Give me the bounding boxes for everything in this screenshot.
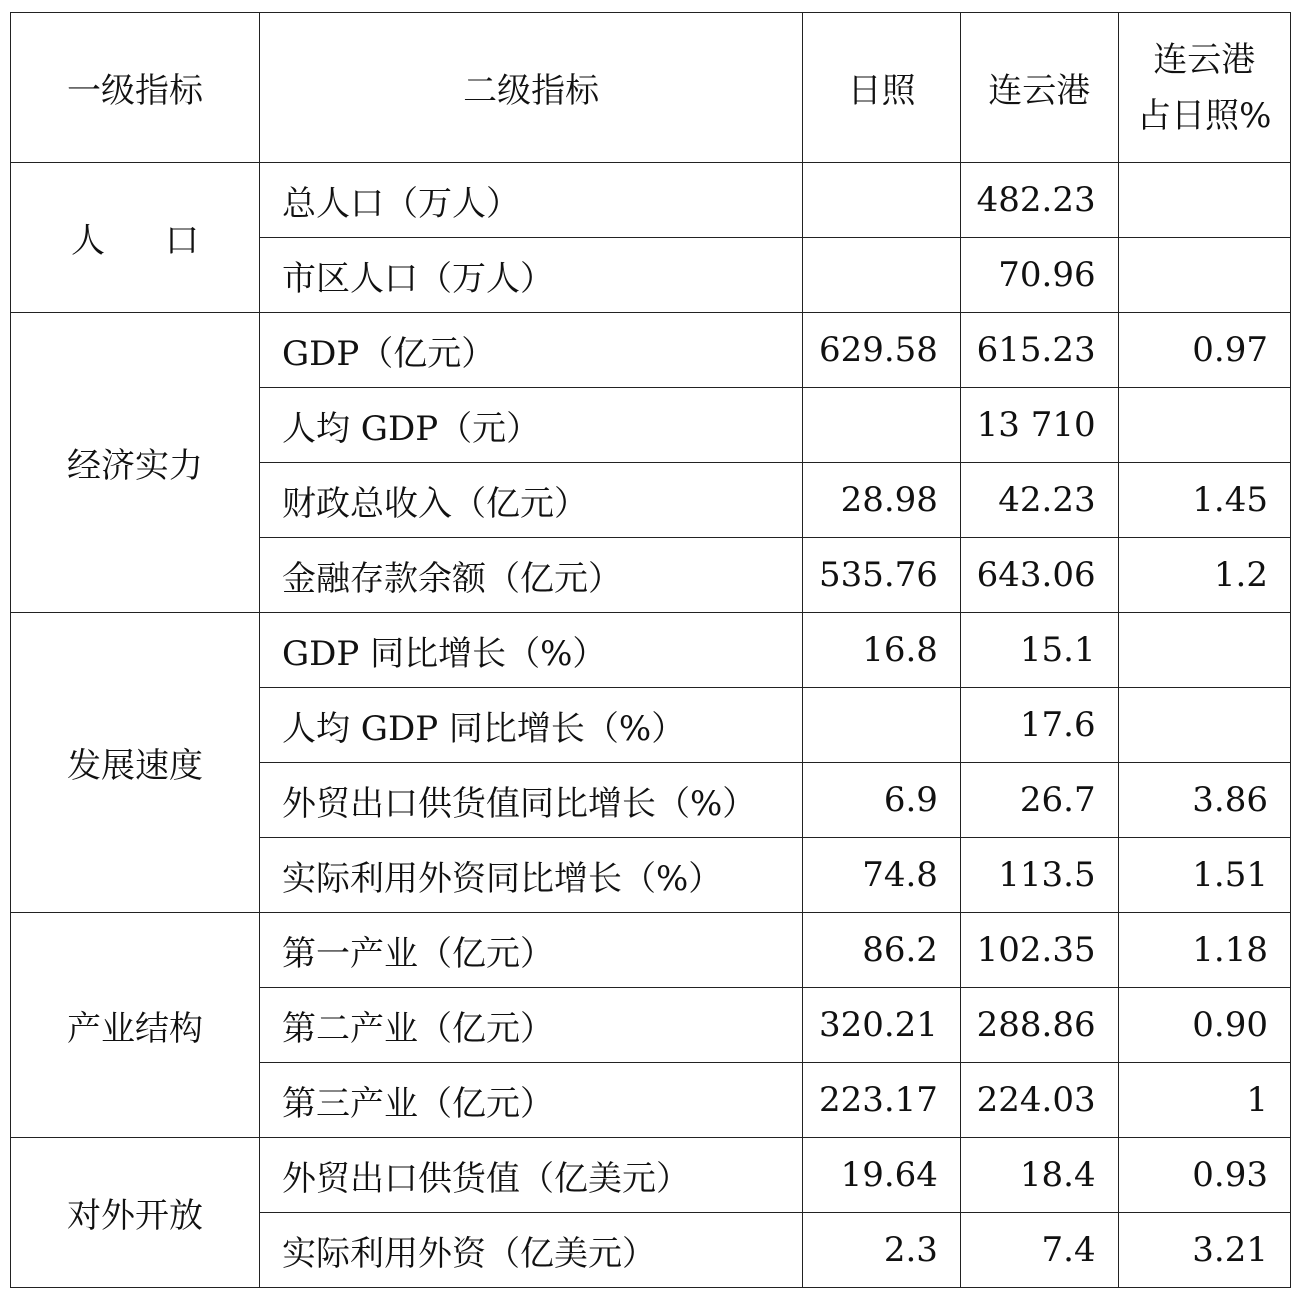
lianyungang-value: 26.7 [960, 763, 1118, 838]
table-row [11, 613, 1291, 688]
indicator-cell: 实际利用外资同比增长（%） [260, 838, 803, 913]
lianyungang-value: 643.06 [960, 538, 1118, 613]
lianyungang-value: 482.23 [960, 163, 1118, 238]
header-level2: 二级指标 [260, 13, 803, 163]
group-label: 人口 [11, 163, 260, 313]
table-row [11, 913, 1291, 988]
rizhao-value: 2.3 [803, 1213, 961, 1288]
ratio-value [1118, 163, 1290, 238]
lianyungang-value: 17.6 [960, 688, 1118, 763]
indicator-cell: 金融存款余额（亿元） [260, 538, 803, 613]
ratio-value: 3.86 [1118, 763, 1290, 838]
header-rizhao: 日照 [803, 13, 961, 163]
lianyungang-value: 102.35 [960, 913, 1118, 988]
indicator-cell: 实际利用外资（亿美元） [260, 1213, 803, 1288]
rizhao-value: 223.17 [803, 1063, 961, 1138]
rizhao-value: 74.8 [803, 838, 961, 913]
header-ratio-line1: 连云港 [1153, 39, 1256, 80]
ratio-value [1118, 388, 1290, 463]
lianyungang-value: 15.1 [960, 613, 1118, 688]
lianyungang-value: 7.4 [960, 1213, 1118, 1288]
rizhao-value [803, 688, 961, 763]
rizhao-value: 6.9 [803, 763, 961, 838]
indicator-cell: 人均 GDP（元） [260, 388, 803, 463]
ratio-value [1118, 613, 1290, 688]
indicator-cell: 外贸出口供货值（亿美元） [260, 1138, 803, 1213]
ratio-value: 1.2 [1118, 538, 1290, 613]
indicator-cell: GDP（亿元） [260, 313, 803, 388]
lianyungang-value: 113.5 [960, 838, 1118, 913]
ratio-value: 0.93 [1118, 1138, 1290, 1213]
table-body [11, 13, 1291, 1288]
indicator-cell: 第三产业（亿元） [260, 1063, 803, 1138]
indicator-cell: 市区人口（万人） [260, 238, 803, 313]
rizhao-value [803, 388, 961, 463]
header-row [11, 13, 1291, 163]
rizhao-value: 19.64 [803, 1138, 961, 1213]
header-ratio [1118, 13, 1290, 163]
table-row [11, 313, 1291, 388]
table-row [11, 1138, 1291, 1213]
lianyungang-value: 18.4 [960, 1138, 1118, 1213]
ratio-value: 1 [1118, 1063, 1290, 1138]
table-row [11, 163, 1291, 238]
indicator-cell: 财政总收入（亿元） [260, 463, 803, 538]
rizhao-value: 629.58 [803, 313, 961, 388]
header-lianyungang: 连云港 [960, 13, 1118, 163]
comparison-table [10, 12, 1291, 1288]
indicator-cell: GDP 同比增长（%） [260, 613, 803, 688]
indicator-cell: 第二产业（亿元） [260, 988, 803, 1063]
rizhao-value: 86.2 [803, 913, 961, 988]
rizhao-value: 320.21 [803, 988, 961, 1063]
indicator-cell: 人均 GDP 同比增长（%） [260, 688, 803, 763]
indicator-cell: 总人口（万人） [260, 163, 803, 238]
lianyungang-value: 70.96 [960, 238, 1118, 313]
header-ratio-line2: 占日照% [1137, 95, 1272, 136]
lianyungang-value: 13 710 [960, 388, 1118, 463]
header-level1: 一级指标 [11, 13, 260, 163]
lianyungang-value: 288.86 [960, 988, 1118, 1063]
ratio-value: 0.90 [1118, 988, 1290, 1063]
ratio-value: 1.51 [1118, 838, 1290, 913]
ratio-value: 3.21 [1118, 1213, 1290, 1288]
group-label: 产业结构 [11, 913, 260, 1138]
rizhao-value: 28.98 [803, 463, 961, 538]
lianyungang-value: 615.23 [960, 313, 1118, 388]
group-label: 经济实力 [11, 313, 260, 613]
ratio-value [1118, 688, 1290, 763]
group-label: 对外开放 [11, 1138, 260, 1288]
ratio-value: 1.45 [1118, 463, 1290, 538]
group-label: 发展速度 [11, 613, 260, 913]
rizhao-value: 16.8 [803, 613, 961, 688]
lianyungang-value: 224.03 [960, 1063, 1118, 1138]
lianyungang-value: 42.23 [960, 463, 1118, 538]
ratio-value: 0.97 [1118, 313, 1290, 388]
rizhao-value: 535.76 [803, 538, 961, 613]
ratio-value: 1.18 [1118, 913, 1290, 988]
rizhao-value [803, 163, 961, 238]
rizhao-value [803, 238, 961, 313]
ratio-value [1118, 238, 1290, 313]
indicator-cell: 外贸出口供货值同比增长（%） [260, 763, 803, 838]
indicator-cell: 第一产业（亿元） [260, 913, 803, 988]
